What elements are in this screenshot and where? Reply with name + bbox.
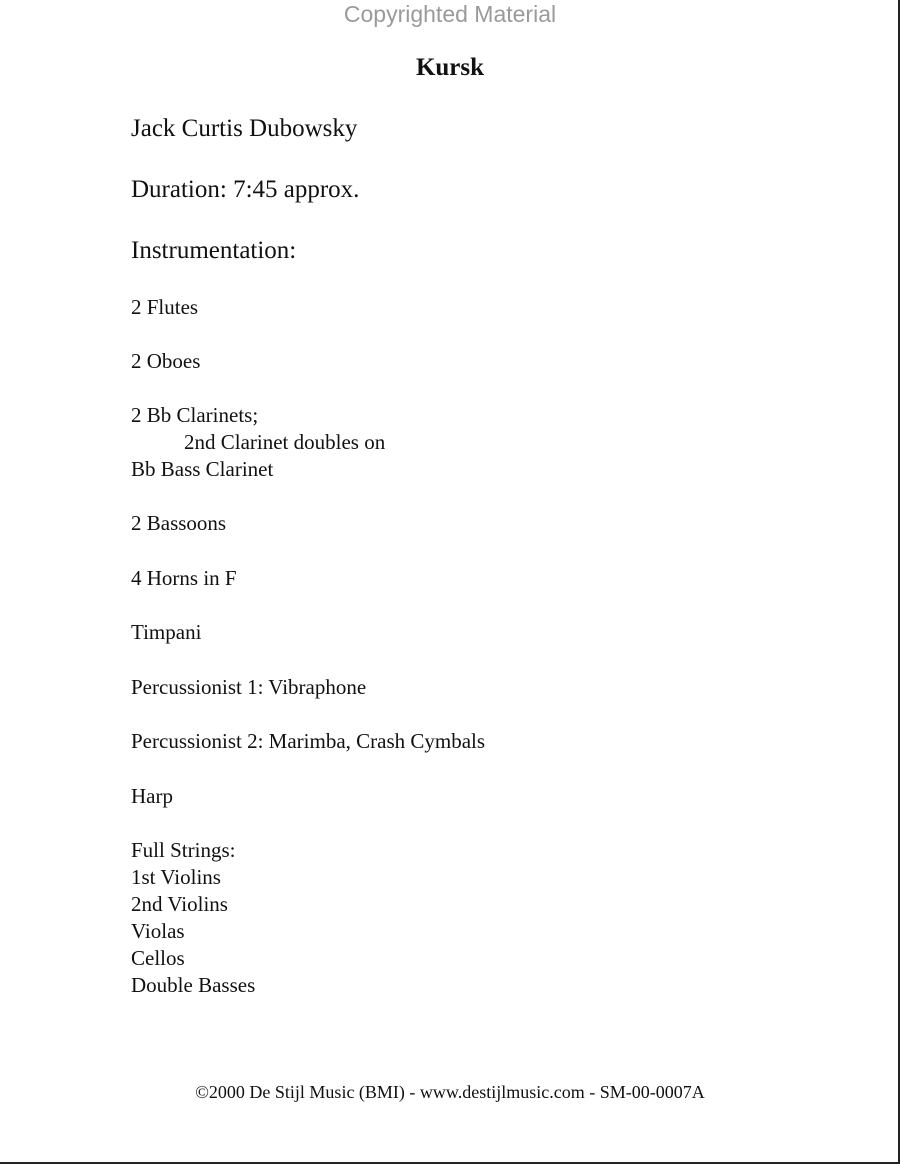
instrument-percussion-2: Percussionist 2: Marimba, Crash Cymbals xyxy=(131,729,486,753)
instrument-violas: Violas xyxy=(131,919,185,943)
instrument-clarinet-double: 2nd Clarinet doubles on xyxy=(184,430,386,454)
instrument-bass-clarinet: Bb Bass Clarinet xyxy=(131,457,274,481)
instrument-timpani: Timpani xyxy=(131,620,202,644)
instrument-violins-1: 1st Violins xyxy=(131,865,221,889)
instrument-clarinets: 2 Bb Clarinets; xyxy=(131,403,259,427)
strings-heading: Full Strings: xyxy=(131,838,236,862)
page-title: Kursk xyxy=(415,54,485,81)
copyright-watermark: Copyrighted Material xyxy=(343,1,557,27)
instrument-cellos: Cellos xyxy=(131,946,185,970)
instrument-horns: 4 Horns in F xyxy=(131,566,237,590)
composer-name: Jack Curtis Dubowsky xyxy=(131,115,358,142)
instrument-percussion-1: Percussionist 1: Vibraphone xyxy=(131,675,367,699)
instrument-harp: Harp xyxy=(131,784,173,808)
copyright-footer: ©2000 De Stijl Music (BMI) - www.destijlmusic.com - SM-00-0007A xyxy=(195,1082,705,1102)
instrument-flutes: 2 Flutes xyxy=(131,295,199,319)
instrument-violins-2: 2nd Violins xyxy=(131,892,228,916)
instrument-double-basses: Double Basses xyxy=(131,973,256,997)
instrument-oboes: 2 Oboes xyxy=(131,349,201,373)
instrument-bassoons: 2 Bassoons xyxy=(131,511,227,535)
duration-text: Duration: 7:45 approx. xyxy=(131,176,360,203)
instrumentation-heading: Instrumentation: xyxy=(131,237,297,264)
